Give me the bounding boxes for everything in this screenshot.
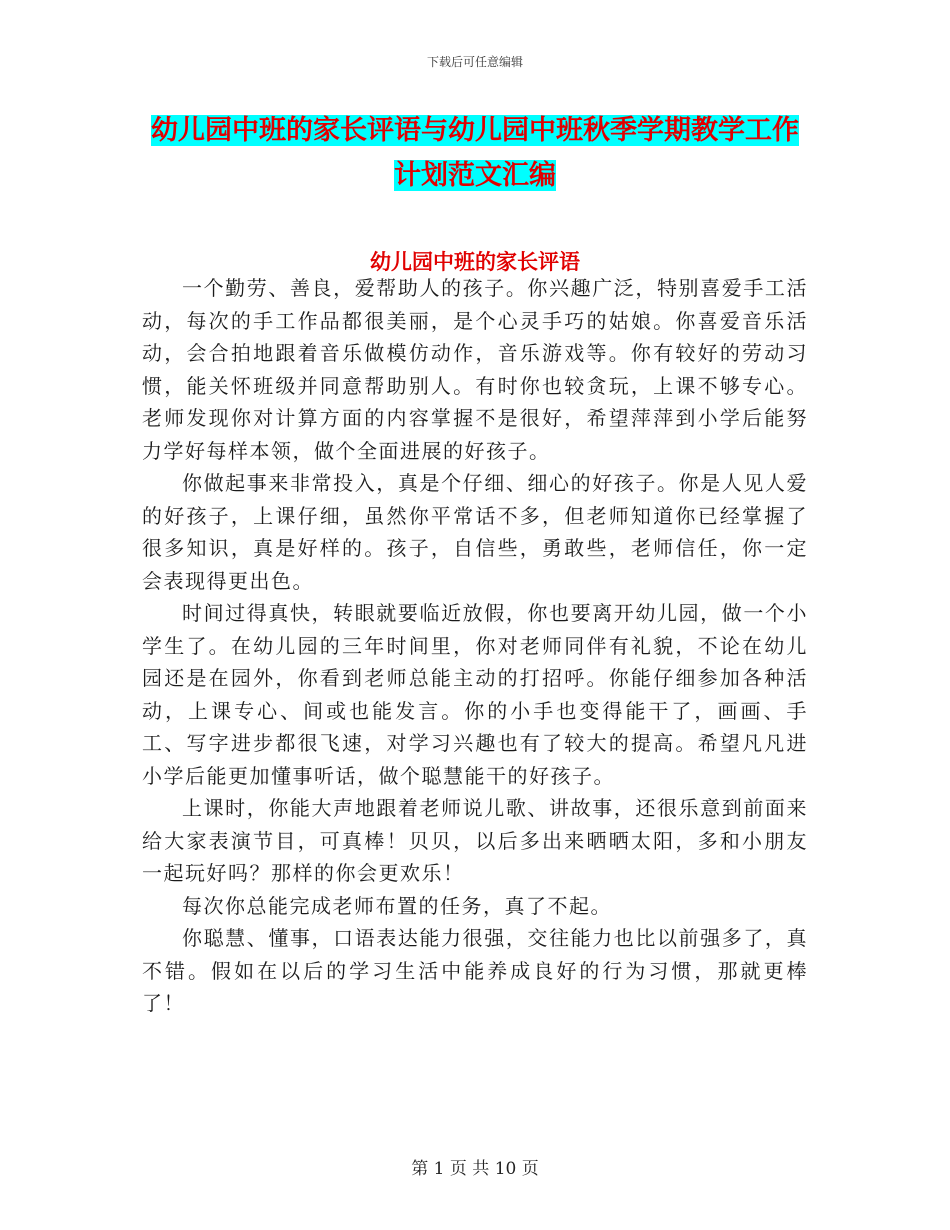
header-note: 下载后可任意编辑 <box>426 55 523 69</box>
document-title-text: 幼儿园中班的家长评语与幼儿园中班秋季学期教学工作计划范文汇编 <box>151 115 799 191</box>
paragraph: 时间过得真快，转眼就要临近放假，你也要离开幼儿园，做一个小学生了。在幼儿园的三年时间里，你对老师同伴有礼貌，不论在幼儿园还是在园外，你看到老师总能主动的打招呼。你能仔细参加各种活动，上课专心、间或也能发言。你的小手也变得能干了，画画、手工、写字进步都很飞速，对学习兴趣也有了较大的提高。希望凡凡进小学后能更加懂事听话，做个聪慧能干的好孩子。 <box>142 601 808 788</box>
paragraph: 你聪慧、懂事，口语表达能力很强，交往能力也比以前强多了，真不错。假如在以后的学习生活中能养成良好的行为习惯，那就更棒了！ <box>142 926 808 1015</box>
paragraph: 一个勤劳、善良，爱帮助人的孩子。你兴趣广泛，特别喜爱手工活动，每次的手工作品都很美丽，是个心灵手巧的姑娘。你喜爱音乐活动，会合拍地跟着音乐做模仿动作，音乐游戏等。你有较好的劳动习惯，能关怀班级并同意帮助别人。有时你也较贪玩，上课不够专心。老师发现你对计算方面的内容掌握不是很好，希望萍萍到小学后能努力学好每样本领，做个全面进展的好孩子。 <box>142 276 808 463</box>
document-title <box>140 108 810 198</box>
section-title: 幼儿园中班的家长评语 <box>370 250 580 274</box>
body-text <box>142 272 808 1020</box>
page-footer: 第 1 页 共 10 页 <box>411 1159 539 1179</box>
paragraph: 你做起事来非常投入，真是个仔细、细心的好孩子。你是人见人爱的好孩子，上课仔细，虽然你平常话不多，但老师知道你已经掌握了很多知识，真是好样的。孩子，自信些，勇敢些，老师信任，你一定会表现得更出色。 <box>142 471 808 593</box>
paragraph: 每次你总能完成老师布置的任务，真了不起。 <box>182 893 612 918</box>
paragraph: 上课时，你能大声地跟着老师说儿歌、讲故事，还很乐意到前面来给大家表演节目，可真棒！贝贝，以后多出来晒晒太阳，多和小朋友一起玩好吗？那样的你会更欢乐！ <box>142 796 808 885</box>
